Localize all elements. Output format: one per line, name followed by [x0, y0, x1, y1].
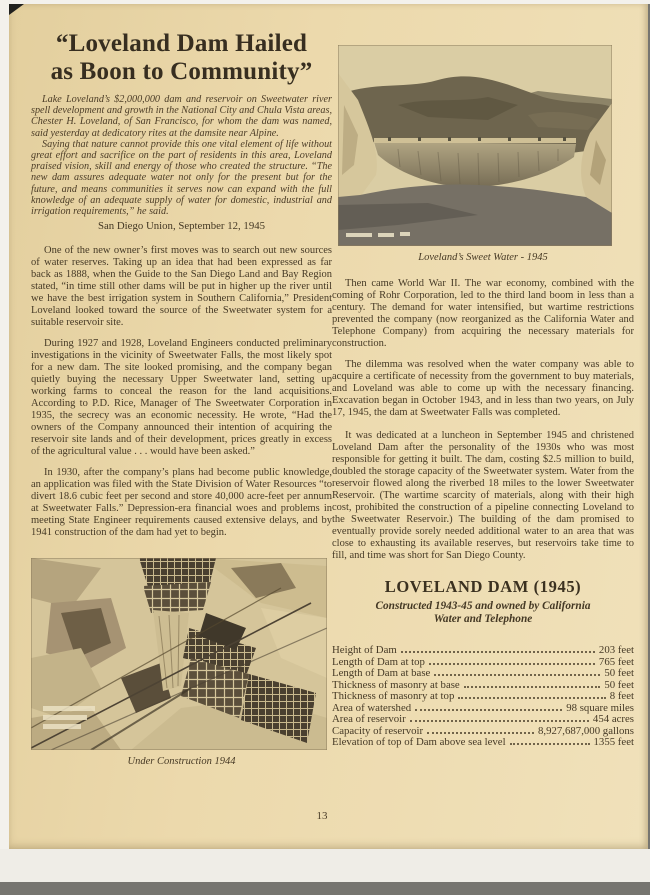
- scan-corner-artifact: [9, 4, 24, 15]
- body-paragraph: During 1927 and 1928, Loveland Engineers conducted preliminary investigations in the vicinity of Sweetwater Falls, the most likely spot for a new dam. The site looked promising, and the company began quietly buying the necessary Upper Sweetwater land, setting up working farms to conceal the reason for the land acquisitions. According to P.D. Rice, Manager of The Sweetwater Corporation in 1935, the secrecy was an economic necessity. He wrote, “Had the owners of the Company announced their intention of acquiring the reservoir site lands and of their development, prices greatly in excess of the agricultural value . . . would have been asked.”: [31, 338, 332, 458]
- stats-table: [332, 645, 634, 749]
- dam-stats-section: [332, 577, 634, 749]
- body-paragraph: In 1930, after the company’s plans had become public knowledge, an application was filed with the State Division of Water Resources “to divert 18.6 cubic feet per second and store 40,000 acre-feet per annum at Sweetwater Falls.” Depression-era financial woes and problems in meeting State Engineer requirements caused extensive delays, and by 1941 construction of the dam had yet to begin.: [31, 467, 332, 539]
- stats-subtitle-line2: Water and Telephone: [433, 613, 533, 625]
- stats-label: Length of Dam at base: [332, 667, 431, 679]
- dam-photo-image: [338, 45, 612, 246]
- stats-row: [332, 737, 634, 749]
- book-page: [9, 4, 648, 849]
- stats-row: [332, 714, 634, 726]
- dotted-leader: [434, 674, 600, 676]
- source-attribution: San Diego Union, September 12, 1945: [97, 220, 266, 233]
- scan-strip-white: [0, 849, 650, 882]
- right-column: [332, 45, 634, 749]
- left-column: [31, 30, 332, 767]
- stats-value: 98 square miles: [566, 701, 634, 714]
- body-paragraph: It was dedicated at a luncheon in September 1945 and christened Loveland Dam after the personality of the 1930s who was most responsible for getting it built. The dam, costing $2.5 million to build, doubled the storage capacity of the Sweetwater system. Water from the reservoir flowed along the riverbed 18 miles to the lower Sweetwater Reservoir. (The wartime scarcity of materials, along with their high cost, prohibited the construction of a pipeline connecting Loveland to the Sweetwater Reservoir.) The building of the dam promised to eventually provide sorely needed additional water to an area that was close to exhausting its available reserves, but reservoirs take time to fill, and time was short for San Diego County.: [332, 430, 634, 561]
- stats-label: Area of watershed: [332, 701, 412, 714]
- construction-photo-caption: Under Construction 1944: [127, 756, 236, 768]
- stats-value: 454 acres: [592, 713, 634, 725]
- stats-value: 8 feet: [609, 690, 634, 702]
- stats-title: LOVELAND DAM (1945): [384, 577, 582, 596]
- article-lede: [31, 94, 332, 217]
- stats-value: 765 feet: [598, 655, 634, 668]
- stats-value: 8,927,687,000 gallons: [538, 724, 634, 737]
- stats-label: Thickness of masonry at base: [332, 678, 460, 691]
- dotted-leader: [510, 743, 590, 745]
- dam-photo: [338, 45, 634, 246]
- dotted-leader: [429, 663, 595, 665]
- lede-paragraph-2: Saying that nature cannot provide this one vital element of life without great effort and sacrifice on the part of residents in this area, Loveland praised vision, skill and energy of those who created the structure. “The new dam assures adequate water not only for the present but for the future, and means communities it serves now can expand with the full knowledge of an adequate supply of water for domestic, industrial and irrigation requirements,” he said.: [31, 138, 332, 218]
- construction-photo-image: [31, 558, 327, 750]
- scan-strip-gray: [0, 882, 650, 895]
- dotted-leader: [458, 697, 605, 699]
- left-body-text: [31, 245, 332, 539]
- dotted-leader: [415, 709, 562, 711]
- dam-photo-caption: Loveland’s Sweet Water - 1945: [418, 252, 548, 263]
- stats-value: 1355 feet: [593, 736, 634, 748]
- dotted-leader: [401, 651, 595, 653]
- stats-label: Thickness of masonry at top: [332, 690, 455, 702]
- stats-label: Elevation of top of Dam above sea level: [332, 736, 506, 748]
- body-paragraph: Then came World War II. The war economy, combined with the coming of Rohr Corporation, led to the third land boom in less than a century. The demand for water intensified, but wartime restrictions prevented the company (now reorganized as the California Water and Telephone Company) from acquiring the necessary materials for construction.: [332, 278, 634, 349]
- stats-label: Height of Dam: [332, 644, 397, 656]
- headline-line1: “Loveland Dam Hailed: [55, 30, 308, 57]
- stats-row: [332, 645, 634, 657]
- dotted-leader: [464, 686, 601, 688]
- stats-row: [332, 668, 634, 680]
- stats-subtitle-line1: Constructed 1943-45 and owned by California: [375, 600, 591, 612]
- right-body-text: [332, 278, 634, 562]
- stats-label: Capacity of reservoir: [332, 724, 424, 737]
- stats-value: 203 feet: [598, 644, 634, 656]
- body-paragraph: The dilemma was resolved when the water company was able to acquire a certificate of necessity from the government to buy materials, and Loveland was able to come up with the necessary financing. Excavation began in October 1943, and in less than two years, on July 17, 1945, the dam at Sweetwater Falls was completed.: [332, 359, 634, 418]
- stats-row: [332, 691, 634, 703]
- dotted-leader: [427, 732, 534, 734]
- construction-photo: [31, 558, 332, 750]
- article-headline: [31, 30, 332, 86]
- stats-label: Length of Dam at top: [332, 655, 425, 668]
- dotted-leader: [410, 720, 589, 722]
- headline-line2: as Boon to Community”: [50, 58, 313, 85]
- lede-paragraph-1: Lake Loveland’s $2,000,000 dam and reservoir on Sweetwater river spell development and growth in the National City and Chula Vista areas, Chester H. Loveland, of San Francisco, for whom the dam was named, said yesterday at dedicatory rites at the damsite near Alpine.: [31, 94, 332, 139]
- stats-value: 50 feet: [604, 678, 634, 691]
- body-paragraph: One of the new owner’s first moves was to search out new sources of water reserves. Taking up an idea that had been expressed as far back as 1888, when the Guide to the San Diego Land and Bay Region stated, “in time still other dams will be put in higher up the river until we have the best irrigation system in Southern California,” President Loveland looked toward the source of the Sweetwater system for a suitable reservoir site.: [31, 245, 332, 329]
- page-number: 13: [316, 810, 328, 822]
- stats-value: 50 feet: [604, 667, 634, 679]
- scan-edge-left: [0, 0, 9, 882]
- stats-label: Area of reservoir: [332, 713, 406, 725]
- stats-subtitle: [332, 600, 634, 626]
